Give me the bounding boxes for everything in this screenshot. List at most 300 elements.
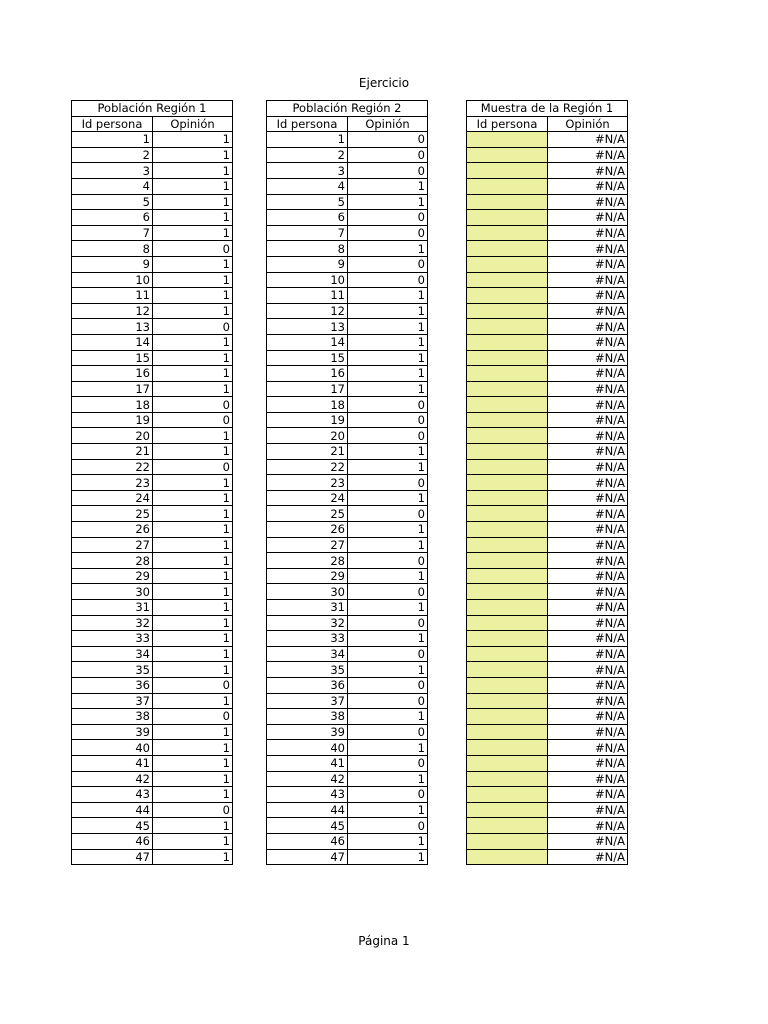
opinion-cell[interactable]: 1	[153, 662, 233, 678]
opinion-cell[interactable]: 1	[348, 522, 428, 538]
id-cell[interactable]: 37	[267, 693, 348, 709]
opinion-cell[interactable]: #N/A	[548, 163, 628, 179]
table-row	[267, 210, 428, 226]
opinion-cell[interactable]: 1	[348, 771, 428, 787]
id-cell[interactable]: 44	[72, 802, 153, 818]
id-cell[interactable]: 18	[72, 397, 153, 413]
opinion-cell[interactable]: 1	[153, 272, 233, 288]
id-cell[interactable]: 18	[267, 397, 348, 413]
table-row	[467, 506, 628, 522]
id-cell[interactable]: 35	[72, 662, 153, 678]
opinion-cell[interactable]: 1	[153, 522, 233, 538]
id-cell[interactable]: 28	[267, 553, 348, 569]
id-cell[interactable]: 6	[72, 210, 153, 226]
id-cell[interactable]: 10	[72, 272, 153, 288]
id-cell[interactable]: 46	[267, 833, 348, 849]
id-cell[interactable]	[467, 693, 548, 709]
opinion-cell[interactable]: 1	[153, 631, 233, 647]
table-row	[467, 225, 628, 241]
opinion-cell[interactable]: 1	[153, 615, 233, 631]
id-cell[interactable]: 42	[267, 771, 348, 787]
opinion-cell[interactable]: 1	[153, 693, 233, 709]
opinion-cell[interactable]: 1	[348, 241, 428, 257]
id-cell[interactable]: 15	[72, 350, 153, 366]
opinion-cell[interactable]: 0	[348, 506, 428, 522]
id-cell[interactable]: 22	[72, 459, 153, 475]
id-cell[interactable]	[467, 194, 548, 210]
id-cell[interactable]: 46	[72, 833, 153, 849]
opinion-cell[interactable]: 0	[348, 818, 428, 834]
id-cell[interactable]: 35	[267, 662, 348, 678]
opinion-cell[interactable]: 1	[153, 600, 233, 616]
opinion-cell[interactable]: #N/A	[548, 818, 628, 834]
id-cell[interactable]: 43	[267, 787, 348, 803]
id-cell[interactable]: 9	[72, 256, 153, 272]
opinion-cell[interactable]: #N/A	[548, 677, 628, 693]
id-cell[interactable]	[467, 334, 548, 350]
table-row	[267, 771, 428, 787]
id-cell[interactable]: 29	[72, 568, 153, 584]
opinion-cell[interactable]: 0	[348, 272, 428, 288]
id-cell[interactable]: 25	[267, 506, 348, 522]
table-row	[267, 241, 428, 257]
opinion-cell[interactable]: 0	[348, 147, 428, 163]
id-cell[interactable]: 34	[267, 646, 348, 662]
opinion-cell[interactable]: #N/A	[548, 334, 628, 350]
opinion-cell[interactable]: 1	[348, 444, 428, 460]
id-cell[interactable]: 27	[72, 537, 153, 553]
id-cell[interactable]	[467, 631, 548, 647]
opinion-cell[interactable]: 1	[153, 350, 233, 366]
id-cell[interactable]: 10	[267, 272, 348, 288]
opinion-cell[interactable]: 0	[348, 163, 428, 179]
opinion-cell[interactable]: 1	[153, 132, 233, 148]
opinion-cell[interactable]: 1	[348, 662, 428, 678]
opinion-cell[interactable]: #N/A	[548, 553, 628, 569]
id-cell[interactable]: 32	[72, 615, 153, 631]
opinion-cell[interactable]: 0	[348, 132, 428, 148]
id-cell[interactable]: 24	[267, 490, 348, 506]
id-cell[interactable]: 31	[267, 600, 348, 616]
opinion-cell[interactable]: 0	[348, 256, 428, 272]
opinion-cell[interactable]: #N/A	[548, 194, 628, 210]
id-cell[interactable]: 37	[72, 693, 153, 709]
id-cell[interactable]: 47	[72, 849, 153, 865]
id-cell[interactable]	[467, 178, 548, 194]
opinion-cell[interactable]: 0	[153, 241, 233, 257]
id-cell[interactable]: 30	[72, 584, 153, 600]
id-cell[interactable]: 16	[72, 366, 153, 382]
opinion-cell[interactable]: #N/A	[548, 568, 628, 584]
opinion-cell[interactable]: #N/A	[548, 693, 628, 709]
opinion-cell[interactable]: 1	[153, 428, 233, 444]
id-cell[interactable]	[467, 709, 548, 725]
id-cell[interactable]: 36	[267, 677, 348, 693]
opinion-cell[interactable]: 0	[348, 677, 428, 693]
opinion-cell[interactable]: #N/A	[548, 849, 628, 865]
id-cell[interactable]: 16	[267, 366, 348, 382]
id-cell[interactable]	[467, 615, 548, 631]
opinion-cell[interactable]: #N/A	[548, 147, 628, 163]
id-cell[interactable]: 4	[267, 178, 348, 194]
id-cell[interactable]	[467, 833, 548, 849]
opinion-cell[interactable]: #N/A	[548, 724, 628, 740]
table-row	[467, 210, 628, 226]
opinion-cell[interactable]: #N/A	[548, 444, 628, 460]
opinion-cell[interactable]: 1	[153, 210, 233, 226]
opinion-cell[interactable]: 1	[348, 568, 428, 584]
opinion-cell[interactable]: 1	[153, 178, 233, 194]
id-cell[interactable]: 14	[267, 334, 348, 350]
opinion-cell[interactable]: #N/A	[548, 755, 628, 771]
opinion-cell[interactable]: 1	[348, 802, 428, 818]
opinion-cell[interactable]: 0	[348, 787, 428, 803]
opinion-cell[interactable]: 1	[348, 849, 428, 865]
opinion-cell[interactable]: 0	[153, 397, 233, 413]
id-cell[interactable]: 42	[72, 771, 153, 787]
opinion-cell[interactable]: 0	[153, 412, 233, 428]
id-cell[interactable]	[467, 350, 548, 366]
opinion-cell[interactable]: 1	[153, 194, 233, 210]
opinion-cell[interactable]: #N/A	[548, 490, 628, 506]
opinion-cell[interactable]: 1	[153, 163, 233, 179]
id-cell[interactable]: 44	[267, 802, 348, 818]
id-cell[interactable]: 7	[267, 225, 348, 241]
id-cell[interactable]	[467, 677, 548, 693]
id-cell[interactable]	[467, 288, 548, 304]
id-cell[interactable]: 43	[72, 787, 153, 803]
id-cell[interactable]: 19	[267, 412, 348, 428]
opinion-cell[interactable]: 0	[153, 802, 233, 818]
opinion-cell[interactable]: 1	[153, 366, 233, 382]
id-cell[interactable]: 41	[267, 755, 348, 771]
id-cell[interactable]: 27	[267, 537, 348, 553]
opinion-cell[interactable]: 1	[153, 475, 233, 491]
opinion-cell[interactable]: 1	[153, 646, 233, 662]
opinion-cell[interactable]: #N/A	[548, 631, 628, 647]
id-cell[interactable]	[467, 771, 548, 787]
id-cell[interactable]: 25	[72, 506, 153, 522]
opinion-cell[interactable]: #N/A	[548, 615, 628, 631]
opinion-cell[interactable]: 0	[348, 225, 428, 241]
table-row	[72, 381, 233, 397]
id-cell[interactable]: 3	[267, 163, 348, 179]
id-cell[interactable]	[467, 724, 548, 740]
id-cell[interactable]: 14	[72, 334, 153, 350]
opinion-cell[interactable]: #N/A	[548, 428, 628, 444]
id-cell[interactable]: 11	[72, 288, 153, 304]
id-cell[interactable]	[467, 366, 548, 382]
opinion-cell[interactable]: #N/A	[548, 241, 628, 257]
id-cell[interactable]: 2	[72, 147, 153, 163]
opinion-cell[interactable]: 1	[153, 506, 233, 522]
opinion-cell[interactable]: #N/A	[548, 272, 628, 288]
id-cell[interactable]	[467, 506, 548, 522]
opinion-cell[interactable]: #N/A	[548, 132, 628, 148]
opinion-cell[interactable]: 1	[348, 381, 428, 397]
opinion-cell[interactable]: #N/A	[548, 256, 628, 272]
opinion-cell[interactable]: 0	[348, 475, 428, 491]
id-cell[interactable]: 30	[267, 584, 348, 600]
opinion-cell[interactable]: #N/A	[548, 412, 628, 428]
id-cell[interactable]	[467, 210, 548, 226]
id-cell[interactable]: 36	[72, 677, 153, 693]
id-cell[interactable]	[467, 802, 548, 818]
opinion-cell[interactable]: 1	[348, 303, 428, 319]
opinion-cell[interactable]: 1	[153, 381, 233, 397]
opinion-cell[interactable]: 1	[153, 537, 233, 553]
id-cell[interactable]: 19	[72, 412, 153, 428]
id-cell[interactable]: 40	[72, 740, 153, 756]
id-cell[interactable]: 21	[72, 444, 153, 460]
opinion-cell[interactable]: #N/A	[548, 833, 628, 849]
opinion-cell[interactable]: 0	[348, 755, 428, 771]
opinion-cell[interactable]: 1	[153, 818, 233, 834]
table-row	[467, 366, 628, 382]
id-cell[interactable]: 17	[267, 381, 348, 397]
table-row	[72, 241, 233, 257]
id-cell[interactable]	[467, 475, 548, 491]
opinion-cell[interactable]: 1	[153, 225, 233, 241]
id-cell[interactable]	[467, 381, 548, 397]
id-cell[interactable]: 38	[72, 709, 153, 725]
id-cell[interactable]: 23	[267, 475, 348, 491]
id-cell[interactable]: 5	[72, 194, 153, 210]
opinion-cell[interactable]: 0	[348, 397, 428, 413]
id-cell[interactable]: 39	[72, 724, 153, 740]
id-cell[interactable]: 29	[267, 568, 348, 584]
id-cell[interactable]: 22	[267, 459, 348, 475]
id-cell[interactable]: 20	[72, 428, 153, 444]
id-cell[interactable]: 4	[72, 178, 153, 194]
column-header-opinion: Opinión	[348, 116, 428, 132]
opinion-cell[interactable]: 0	[348, 553, 428, 569]
opinion-cell[interactable]: 1	[153, 553, 233, 569]
opinion-cell[interactable]: 1	[153, 740, 233, 756]
id-cell[interactable]: 1	[72, 132, 153, 148]
id-cell[interactable]: 3	[72, 163, 153, 179]
opinion-cell[interactable]: 1	[348, 288, 428, 304]
opinion-cell[interactable]: 1	[153, 724, 233, 740]
id-cell[interactable]	[467, 319, 548, 335]
id-cell[interactable]	[467, 272, 548, 288]
id-cell[interactable]	[467, 646, 548, 662]
id-cell[interactable]: 9	[267, 256, 348, 272]
opinion-cell[interactable]: 1	[348, 194, 428, 210]
id-cell[interactable]: 17	[72, 381, 153, 397]
opinion-cell[interactable]: #N/A	[548, 366, 628, 382]
table-row	[467, 319, 628, 335]
opinion-cell[interactable]: 1	[153, 771, 233, 787]
opinion-cell[interactable]: 1	[348, 319, 428, 335]
opinion-cell[interactable]: 1	[153, 755, 233, 771]
id-cell[interactable]: 45	[267, 818, 348, 834]
opinion-cell[interactable]: #N/A	[548, 584, 628, 600]
opinion-cell[interactable]: 1	[348, 366, 428, 382]
id-cell[interactable]: 8	[72, 241, 153, 257]
opinion-cell[interactable]: 1	[153, 444, 233, 460]
id-cell[interactable]: 20	[267, 428, 348, 444]
opinion-cell[interactable]: #N/A	[548, 459, 628, 475]
opinion-cell[interactable]: #N/A	[548, 506, 628, 522]
opinion-cell[interactable]: #N/A	[548, 537, 628, 553]
opinion-cell[interactable]: 1	[153, 584, 233, 600]
opinion-cell[interactable]: 1	[153, 849, 233, 865]
opinion-cell[interactable]: 0	[348, 693, 428, 709]
id-cell[interactable]	[467, 132, 548, 148]
id-cell[interactable]: 11	[267, 288, 348, 304]
opinion-cell[interactable]: 0	[348, 210, 428, 226]
id-cell[interactable]	[467, 241, 548, 257]
id-cell[interactable]	[467, 849, 548, 865]
page-title: Ejercicio	[358, 76, 410, 90]
id-cell[interactable]	[467, 600, 548, 616]
id-cell[interactable]: 13	[72, 319, 153, 335]
id-cell[interactable]: 26	[267, 522, 348, 538]
id-cell[interactable]: 31	[72, 600, 153, 616]
id-cell[interactable]: 7	[72, 225, 153, 241]
opinion-cell[interactable]: 0	[153, 677, 233, 693]
id-cell[interactable]	[467, 397, 548, 413]
opinion-cell[interactable]: 1	[348, 334, 428, 350]
opinion-cell[interactable]: 0	[153, 709, 233, 725]
id-cell[interactable]: 12	[267, 303, 348, 319]
opinion-cell[interactable]: 1	[348, 537, 428, 553]
id-cell[interactable]: 6	[267, 210, 348, 226]
id-cell[interactable]	[467, 537, 548, 553]
id-cell[interactable]	[467, 755, 548, 771]
id-cell[interactable]	[467, 256, 548, 272]
id-cell[interactable]: 23	[72, 475, 153, 491]
id-cell[interactable]: 15	[267, 350, 348, 366]
page-footer: Página 1	[358, 934, 410, 948]
opinion-cell[interactable]: #N/A	[548, 303, 628, 319]
opinion-cell[interactable]: #N/A	[548, 288, 628, 304]
id-cell[interactable]	[467, 787, 548, 803]
id-cell[interactable]: 34	[72, 646, 153, 662]
id-cell[interactable]	[467, 522, 548, 538]
opinion-cell[interactable]: #N/A	[548, 210, 628, 226]
opinion-cell[interactable]: 1	[153, 334, 233, 350]
id-cell[interactable]	[467, 412, 548, 428]
id-cell[interactable]: 1	[267, 132, 348, 148]
id-cell[interactable]: 47	[267, 849, 348, 865]
id-cell[interactable]: 45	[72, 818, 153, 834]
table-row	[267, 506, 428, 522]
id-cell[interactable]	[467, 490, 548, 506]
opinion-cell[interactable]: #N/A	[548, 178, 628, 194]
id-cell[interactable]	[467, 584, 548, 600]
opinion-cell[interactable]: #N/A	[548, 319, 628, 335]
opinion-cell[interactable]: 1	[153, 568, 233, 584]
id-cell[interactable]: 33	[267, 631, 348, 647]
opinion-cell[interactable]: #N/A	[548, 225, 628, 241]
id-cell[interactable]	[467, 428, 548, 444]
opinion-cell[interactable]: 1	[153, 787, 233, 803]
id-cell[interactable]	[467, 740, 548, 756]
opinion-cell[interactable]: 1	[153, 256, 233, 272]
opinion-cell[interactable]: 0	[348, 428, 428, 444]
opinion-cell[interactable]: 0	[348, 646, 428, 662]
opinion-cell[interactable]: 1	[348, 600, 428, 616]
opinion-cell[interactable]: 1	[153, 288, 233, 304]
opinion-cell[interactable]: 1	[348, 631, 428, 647]
opinion-cell[interactable]: #N/A	[548, 522, 628, 538]
id-cell[interactable]	[467, 553, 548, 569]
opinion-cell[interactable]: 1	[153, 490, 233, 506]
opinion-cell[interactable]: 1	[348, 740, 428, 756]
id-cell[interactable]: 2	[267, 147, 348, 163]
opinion-cell[interactable]: 0	[348, 615, 428, 631]
opinion-cell[interactable]: #N/A	[548, 350, 628, 366]
opinion-cell[interactable]: 0	[348, 724, 428, 740]
opinion-cell[interactable]: 0	[348, 584, 428, 600]
opinion-cell[interactable]: #N/A	[548, 709, 628, 725]
id-cell[interactable]	[467, 147, 548, 163]
id-cell[interactable]	[467, 163, 548, 179]
id-cell[interactable]: 32	[267, 615, 348, 631]
opinion-cell[interactable]: 1	[153, 147, 233, 163]
id-cell[interactable]	[467, 225, 548, 241]
id-cell[interactable]: 28	[72, 553, 153, 569]
id-cell[interactable]: 40	[267, 740, 348, 756]
opinion-cell[interactable]: 1	[153, 833, 233, 849]
id-cell[interactable]	[467, 818, 548, 834]
opinion-cell[interactable]: 1	[348, 350, 428, 366]
id-cell[interactable]: 21	[267, 444, 348, 460]
opinion-cell[interactable]: 0	[153, 319, 233, 335]
id-cell[interactable]	[467, 568, 548, 584]
id-cell[interactable]	[467, 303, 548, 319]
opinion-cell[interactable]: 0	[153, 459, 233, 475]
opinion-cell[interactable]: 1	[348, 833, 428, 849]
id-cell[interactable]: 41	[72, 755, 153, 771]
opinion-cell[interactable]: 0	[348, 412, 428, 428]
opinion-cell[interactable]: #N/A	[548, 662, 628, 678]
opinion-cell[interactable]: #N/A	[548, 475, 628, 491]
id-cell[interactable]: 12	[72, 303, 153, 319]
opinion-cell[interactable]: 1	[153, 303, 233, 319]
opinion-cell[interactable]: #N/A	[548, 740, 628, 756]
table-row	[267, 256, 428, 272]
opinion-cell[interactable]: #N/A	[548, 646, 628, 662]
opinion-cell[interactable]: 1	[348, 490, 428, 506]
opinion-cell[interactable]: #N/A	[548, 787, 628, 803]
id-cell[interactable]: 38	[267, 709, 348, 725]
id-cell[interactable]: 24	[72, 490, 153, 506]
id-cell[interactable]: 8	[267, 241, 348, 257]
id-cell[interactable]	[467, 459, 548, 475]
id-cell[interactable]: 26	[72, 522, 153, 538]
opinion-cell[interactable]: #N/A	[548, 771, 628, 787]
id-cell[interactable]: 33	[72, 631, 153, 647]
id-cell[interactable]	[467, 444, 548, 460]
table-row	[72, 256, 233, 272]
opinion-cell[interactable]: #N/A	[548, 600, 628, 616]
table-row	[467, 771, 628, 787]
opinion-cell[interactable]: 1	[348, 709, 428, 725]
opinion-cell[interactable]: #N/A	[548, 381, 628, 397]
id-cell[interactable]: 13	[267, 319, 348, 335]
opinion-cell[interactable]: #N/A	[548, 802, 628, 818]
table-row	[467, 459, 628, 475]
opinion-cell[interactable]: 1	[348, 178, 428, 194]
id-cell[interactable]: 5	[267, 194, 348, 210]
opinion-cell[interactable]: #N/A	[548, 397, 628, 413]
id-cell[interactable]	[467, 662, 548, 678]
id-cell[interactable]: 39	[267, 724, 348, 740]
opinion-cell[interactable]: 1	[348, 459, 428, 475]
